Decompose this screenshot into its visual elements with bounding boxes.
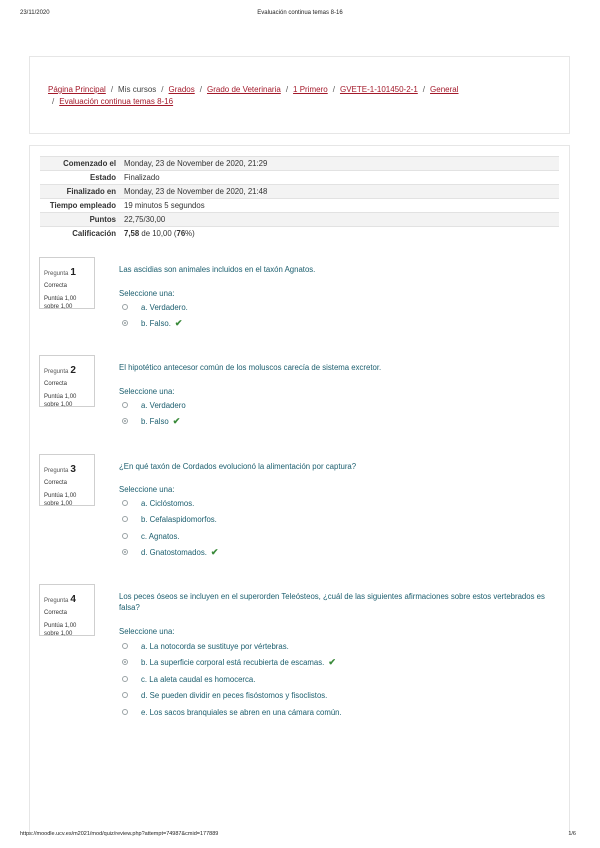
summary-label: Finalizado en <box>40 185 120 199</box>
question-grade <box>44 295 90 311</box>
summary-value: 19 minutos 5 segundos <box>120 199 559 213</box>
radio-button-selected[interactable] <box>122 418 128 424</box>
answer-option[interactable] <box>122 641 289 651</box>
breadcrumb-separator: / <box>332 85 335 94</box>
summary-row-points <box>40 213 559 227</box>
radio-button[interactable] <box>122 516 128 522</box>
summary-row-time <box>40 199 559 213</box>
radio-button[interactable] <box>122 709 128 715</box>
answer-option[interactable] <box>122 531 180 541</box>
answer-option[interactable] <box>122 302 188 312</box>
breadcrumb-grado-veterinaria[interactable]: Grado de Veterinaria <box>206 85 281 94</box>
radio-button[interactable] <box>122 402 128 408</box>
radio-button[interactable] <box>122 643 128 649</box>
correct-check-icon: ✔ <box>174 317 183 328</box>
breadcrumb-separator: / <box>285 85 289 94</box>
attempt-summary-table <box>40 156 559 240</box>
question-number: 1 <box>70 267 76 278</box>
question-max: sobre 1,00 <box>44 304 73 310</box>
answer-option-selected[interactable] <box>122 318 182 328</box>
question-points: Puntúa 1,00 <box>44 296 77 302</box>
question-text-1: Las ascidias son animales incluidos en el taxón Agnatos. <box>119 265 316 274</box>
question-number: 2 <box>70 365 76 376</box>
question-points: Puntúa 1,00 <box>44 623 77 629</box>
radio-button-selected[interactable] <box>122 659 128 665</box>
question-max: sobre 1,00 <box>44 501 73 507</box>
quiz-review-panel <box>29 145 570 835</box>
summary-label: Puntos <box>40 213 120 227</box>
question-label: Pregunta <box>44 271 69 277</box>
question-state: Correcta <box>44 381 68 387</box>
print-title: Evaluación continua temas 8-16 <box>257 10 343 16</box>
breadcrumb-primero[interactable]: 1 Primero <box>293 85 328 94</box>
grade-score: 7,58 <box>124 229 140 238</box>
question-prompt: Seleccione una: <box>119 627 175 636</box>
answer-option-label: d. Se pueden dividir en peces fisóstomos y fisoclistos. <box>141 690 328 700</box>
answer-option-label: c. Agnatos. <box>141 531 180 541</box>
question-label: Pregunta <box>44 468 69 474</box>
answer-option-selected[interactable] <box>122 416 180 426</box>
summary-value: Monday, 23 de November de 2020, 21:48 <box>120 185 559 199</box>
answer-option[interactable] <box>122 514 217 524</box>
correct-check-icon: ✔ <box>328 656 336 667</box>
summary-value: 22,75/30,00 <box>120 213 559 227</box>
question-points: Puntúa 1,00 <box>44 493 77 499</box>
question-info-2 <box>39 355 95 407</box>
answer-option-label: e. Los sacos branquiales se abren en una cámara común. <box>141 707 342 717</box>
summary-label: Comenzado el <box>40 157 120 171</box>
breadcrumb-course-code[interactable]: GVETE-1-101450-2-1 <box>339 85 418 94</box>
print-date: 23/11/2020 <box>20 10 50 16</box>
summary-label: Tiempo empleado <box>40 199 120 213</box>
question-text-3: ¿En qué taxón de Cordados evolucionó la alimentación por captura? <box>119 462 357 471</box>
question-label: Pregunta <box>44 598 69 604</box>
answer-option[interactable] <box>122 707 342 717</box>
question-state: Correcta <box>44 283 68 289</box>
question-state: Correcta <box>44 610 68 616</box>
answer-option-label: b. Falso. <box>141 318 171 328</box>
answer-option[interactable] <box>122 674 255 684</box>
summary-row-finished <box>40 185 559 199</box>
answer-option-selected[interactable] <box>122 547 218 557</box>
radio-button-selected[interactable] <box>122 549 128 555</box>
correct-check-icon: ✔ <box>172 415 181 426</box>
answer-option[interactable] <box>122 400 186 410</box>
grade-rest: de 10,00 ( <box>141 229 177 238</box>
grade-pct-suffix: %) <box>185 229 195 238</box>
question-max: sobre 1,00 <box>44 631 73 637</box>
answer-option-label: a. La notocorda se sustituye por vértebras. <box>141 641 289 651</box>
question-max: sobre 1,00 <box>44 402 73 408</box>
question-points: Puntúa 1,00 <box>44 394 77 400</box>
breadcrumb-my-courses: Mis cursos <box>118 85 157 94</box>
question-label: Pregunta <box>44 369 69 375</box>
correct-check-icon: ✔ <box>210 546 219 557</box>
breadcrumb-separator: / <box>199 85 202 94</box>
question-info-4 <box>39 584 95 636</box>
answer-option[interactable] <box>122 690 327 700</box>
answer-option-selected[interactable] <box>122 657 336 667</box>
answer-option-label: c. La aleta caudal es homocerca. <box>141 674 256 684</box>
answer-option-label: a. Ciclóstomos. <box>141 498 195 508</box>
question-grade <box>44 492 90 508</box>
summary-value: Finalizado <box>120 171 559 185</box>
breadcrumb-panel <box>29 56 570 134</box>
summary-label: Calificación <box>40 227 120 241</box>
question-text-2: El hipotético antecesor común de los moluscos carecía de sistema excretor. <box>119 363 382 372</box>
summary-value: Monday, 23 de November de 2020, 21:29 <box>120 157 559 171</box>
answer-option-label: b. Falso <box>141 416 169 426</box>
question-state: Correcta <box>44 480 68 486</box>
question-prompt: Seleccione una: <box>119 485 175 494</box>
breadcrumb <box>48 84 553 108</box>
radio-button-selected[interactable] <box>122 320 128 326</box>
breadcrumb-separator: / <box>110 85 114 94</box>
question-prompt: Seleccione una: <box>119 387 175 396</box>
radio-button[interactable] <box>122 692 128 698</box>
radio-button[interactable] <box>122 533 128 539</box>
question-info-3 <box>39 454 95 506</box>
breadcrumb-quiz[interactable]: Evaluación continua temas 8-16 <box>59 97 174 106</box>
answer-option-label: b. Cefalaspidomorfos. <box>141 514 217 524</box>
summary-row-started <box>40 157 559 171</box>
answer-option[interactable] <box>122 498 194 508</box>
print-footer-page: 1/6 <box>568 831 576 837</box>
radio-button[interactable] <box>122 304 128 310</box>
question-grade <box>44 393 90 409</box>
breadcrumb-separator: / <box>422 85 426 94</box>
question-info-1 <box>39 257 95 309</box>
summary-row-state <box>40 171 559 185</box>
answer-option-label: d. Gnatostomados. <box>141 547 207 557</box>
radio-button[interactable] <box>122 500 128 506</box>
radio-button[interactable] <box>122 676 128 682</box>
answer-option-label: b. La superficie corporal está recubierta de escamas. <box>141 657 325 667</box>
answer-option-label: a. Verdadero. <box>141 302 188 312</box>
breadcrumb-separator: / <box>52 97 55 106</box>
breadcrumb-grados[interactable]: Grados <box>168 85 195 94</box>
breadcrumb-separator: / <box>161 85 164 94</box>
print-footer-url: https://moodle.ucv.es/m2021/mod/quiz/review.php?attempt=74987&cmid=177889 <box>20 831 219 837</box>
answer-option-label: a. Verdadero <box>141 400 186 410</box>
grade-percent: 76 <box>176 229 186 238</box>
breadcrumb-general[interactable]: General <box>430 85 459 94</box>
question-grade <box>44 622 90 638</box>
question-text-4: Los peces óseos se incluyen en el superorden Teleósteos, ¿cuál de las siguientes afirmaciones sobre estos vertebrados es falsa? <box>119 592 545 612</box>
question-prompt: Seleccione una: <box>119 289 175 298</box>
summary-row-grade <box>40 227 559 241</box>
summary-value <box>120 227 559 241</box>
question-number: 3 <box>70 464 76 475</box>
question-number: 4 <box>70 594 76 605</box>
summary-label: Estado <box>40 171 120 185</box>
breadcrumb-home[interactable]: Página Principal <box>48 85 106 94</box>
